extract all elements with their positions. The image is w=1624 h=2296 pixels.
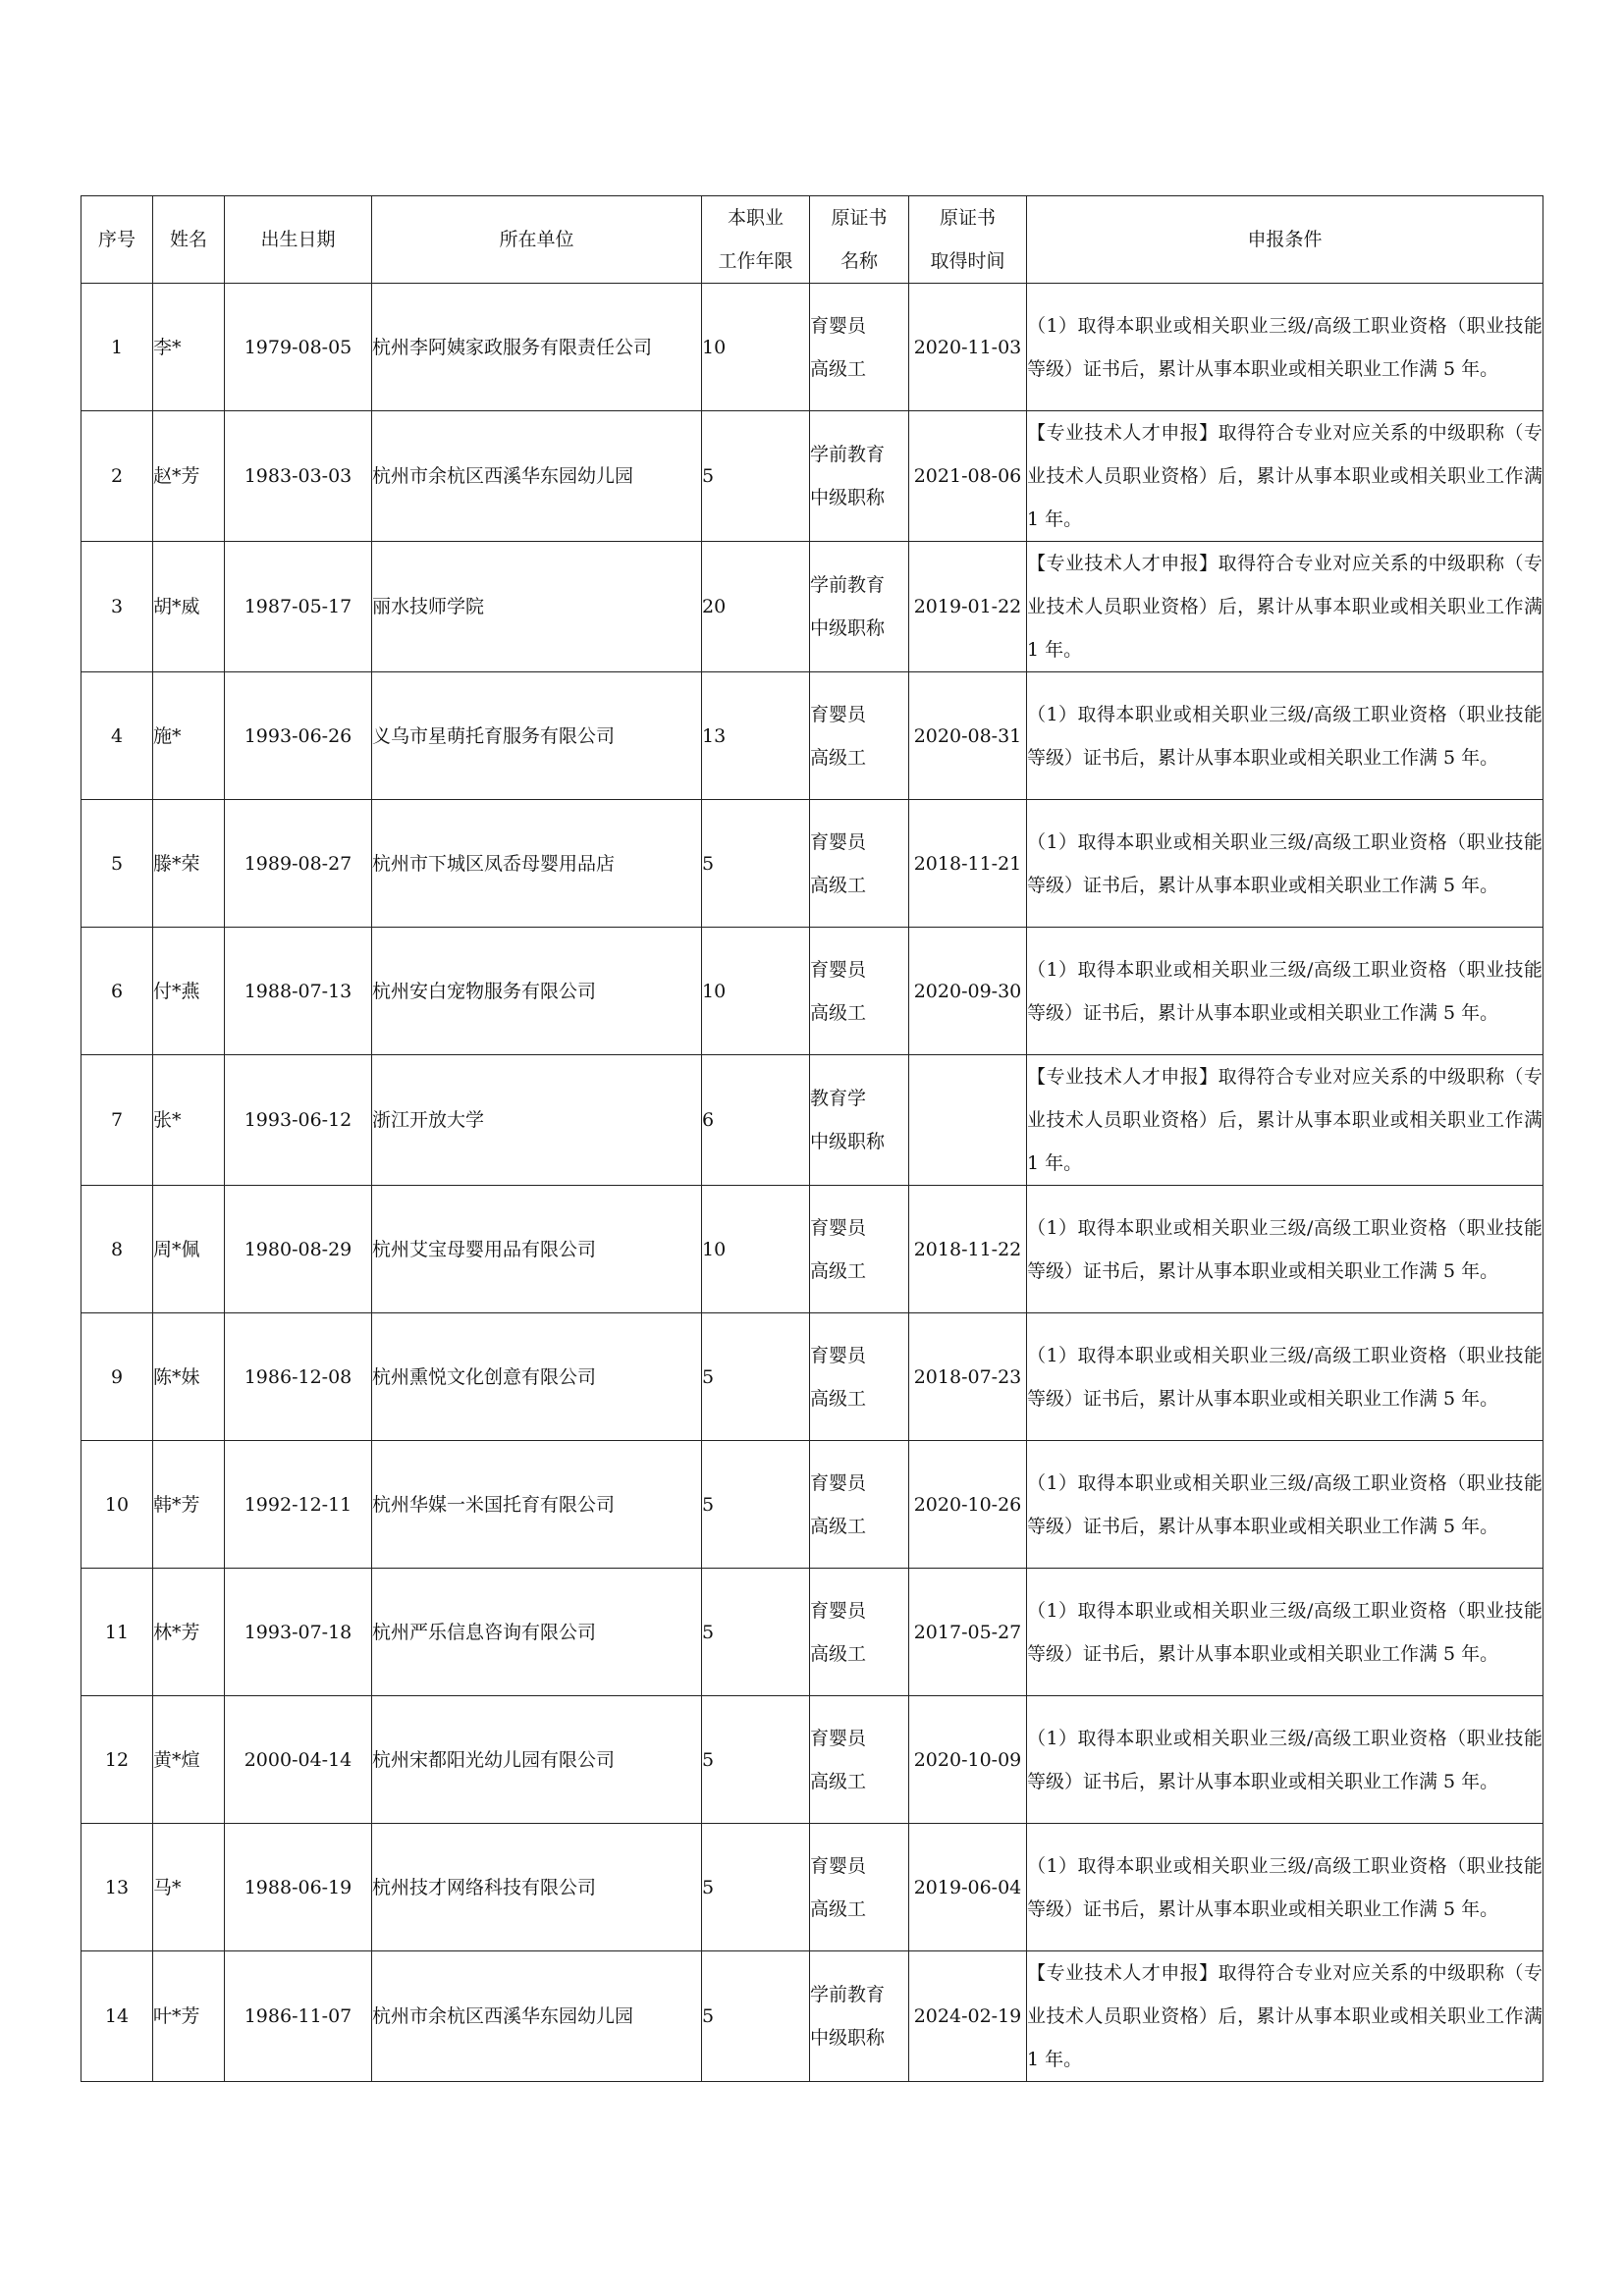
cell-cert-name-line1: 育婴员 bbox=[810, 830, 867, 853]
cell-employer: 杭州艾宝母婴用品有限公司 bbox=[372, 1186, 702, 1313]
cell-cert-name-line1: 学前教育 bbox=[810, 574, 886, 596]
cell-work-years: 6 bbox=[702, 1055, 810, 1186]
header-employer: 所在单位 bbox=[372, 196, 702, 284]
cell-cert-date: 2019-06-04 bbox=[909, 1824, 1027, 1951]
cell-cert-name bbox=[810, 542, 909, 672]
cell-cert-date: 2020-11-03 bbox=[909, 284, 1027, 411]
cell-cert-name bbox=[810, 1313, 909, 1441]
cell-name: 滕*荣 bbox=[153, 800, 225, 928]
cell-employer: 杭州熏悦文化创意有限公司 bbox=[372, 1313, 702, 1441]
cell-cert-name-line2: 高级工 bbox=[810, 874, 867, 896]
table-row bbox=[81, 542, 1543, 672]
cell-employer: 义乌市星萌托育服务有限公司 bbox=[372, 672, 702, 800]
header-name: 姓名 bbox=[153, 196, 225, 284]
cell-cert-name bbox=[810, 672, 909, 800]
cell-employer: 杭州安白宠物服务有限公司 bbox=[372, 928, 702, 1055]
header-cert-date-line2: 取得时间 bbox=[930, 250, 1005, 272]
cell-name: 赵*芳 bbox=[153, 411, 225, 542]
cell-employer: 杭州市余杭区西溪华东园幼儿园 bbox=[372, 411, 702, 542]
cell-work-years: 5 bbox=[702, 1824, 810, 1951]
cell-work-years: 13 bbox=[702, 672, 810, 800]
cell-index: 4 bbox=[81, 672, 153, 800]
cell-cert-name bbox=[810, 411, 909, 542]
cell-cert-name bbox=[810, 284, 909, 411]
cell-work-years: 5 bbox=[702, 800, 810, 928]
cell-work-years: 5 bbox=[702, 411, 810, 542]
cell-cert-name-line1: 学前教育 bbox=[810, 444, 886, 465]
cell-condition: （1）取得本职业或相关职业三级/高级工职业资格（职业技能等级）证书后，累计从事本职业或相关职业工作满 5 年。 bbox=[1027, 800, 1543, 928]
header-cert-name-line1: 原证书 bbox=[831, 207, 888, 229]
cell-work-years: 5 bbox=[702, 1569, 810, 1696]
header-work-years-line2: 工作年限 bbox=[718, 250, 793, 272]
table-row bbox=[81, 1569, 1543, 1696]
cell-index: 11 bbox=[81, 1569, 153, 1696]
cell-cert-name bbox=[810, 800, 909, 928]
cell-employer: 杭州严乐信息咨询有限公司 bbox=[372, 1569, 702, 1696]
cell-birth-date: 1986-12-08 bbox=[225, 1313, 372, 1441]
cell-condition: 【专业技术人才申报】取得符合专业对应关系的中级职称（专业技术人员职业资格）后，累计从事本职业或相关职业工作满 1 年。 bbox=[1027, 542, 1543, 672]
cell-cert-name-line1: 学前教育 bbox=[810, 1984, 886, 2005]
cell-birth-date: 1987-05-17 bbox=[225, 542, 372, 672]
cell-work-years: 5 bbox=[702, 1313, 810, 1441]
cell-name: 叶*芳 bbox=[153, 1951, 225, 2082]
cell-work-years: 5 bbox=[702, 1441, 810, 1569]
cell-cert-name-line2: 高级工 bbox=[810, 1770, 867, 1792]
cell-index: 8 bbox=[81, 1186, 153, 1313]
header-index: 序号 bbox=[81, 196, 153, 284]
cell-index: 13 bbox=[81, 1824, 153, 1951]
cell-index: 6 bbox=[81, 928, 153, 1055]
cell-cert-date bbox=[909, 1055, 1027, 1186]
header-work-years-line1: 本职业 bbox=[727, 207, 784, 229]
cell-cert-name-line2: 高级工 bbox=[810, 1387, 867, 1410]
cell-cert-name bbox=[810, 1951, 909, 2082]
cell-cert-name-line2: 高级工 bbox=[810, 1515, 867, 1537]
cell-index: 5 bbox=[81, 800, 153, 928]
header-cert-name bbox=[810, 196, 909, 284]
cell-birth-date: 1980-08-29 bbox=[225, 1186, 372, 1313]
cell-cert-name bbox=[810, 1055, 909, 1186]
cell-condition: 【专业技术人才申报】取得符合专业对应关系的中级职称（专业技术人员职业资格）后，累计从事本职业或相关职业工作满 1 年。 bbox=[1027, 1055, 1543, 1186]
cell-cert-name-line2: 中级职称 bbox=[810, 617, 886, 639]
cell-cert-name-line2: 高级工 bbox=[810, 1259, 867, 1282]
cell-cert-date: 2020-10-26 bbox=[909, 1441, 1027, 1569]
cell-birth-date: 1993-06-26 bbox=[225, 672, 372, 800]
cell-name: 林*芳 bbox=[153, 1569, 225, 1696]
cell-cert-date: 2020-09-30 bbox=[909, 928, 1027, 1055]
cell-cert-name bbox=[810, 1441, 909, 1569]
cell-birth-date: 1988-06-19 bbox=[225, 1824, 372, 1951]
cell-employer: 杭州技才网络科技有限公司 bbox=[372, 1824, 702, 1951]
cell-cert-name bbox=[810, 1186, 909, 1313]
cell-index: 12 bbox=[81, 1696, 153, 1824]
cell-cert-name-line1: 育婴员 bbox=[810, 1599, 867, 1622]
cell-work-years: 10 bbox=[702, 1186, 810, 1313]
cell-employer: 杭州市余杭区西溪华东园幼儿园 bbox=[372, 1951, 702, 2082]
cell-name: 韩*芳 bbox=[153, 1441, 225, 1569]
applicant-table bbox=[81, 195, 1543, 2082]
cell-cert-name-line2: 高级工 bbox=[810, 1642, 867, 1665]
cell-employer: 丽水技师学院 bbox=[372, 542, 702, 672]
cell-cert-name-line2: 高级工 bbox=[810, 357, 867, 380]
cell-cert-name-line1: 育婴员 bbox=[810, 1854, 867, 1877]
cell-work-years: 5 bbox=[702, 1696, 810, 1824]
cell-index: 9 bbox=[81, 1313, 153, 1441]
table-header-row bbox=[81, 196, 1543, 284]
cell-condition: （1）取得本职业或相关职业三级/高级工职业资格（职业技能等级）证书后，累计从事本职业或相关职业工作满 5 年。 bbox=[1027, 672, 1543, 800]
cell-birth-date: 1979-08-05 bbox=[225, 284, 372, 411]
cell-employer: 杭州华媒一米国托育有限公司 bbox=[372, 1441, 702, 1569]
cell-employer: 杭州李阿姨家政服务有限责任公司 bbox=[372, 284, 702, 411]
cell-name: 付*燕 bbox=[153, 928, 225, 1055]
cell-employer: 杭州市下城区凤岙母婴用品店 bbox=[372, 800, 702, 928]
cell-cert-date: 2018-07-23 bbox=[909, 1313, 1027, 1441]
cell-cert-name bbox=[810, 928, 909, 1055]
cell-condition: 【专业技术人才申报】取得符合专业对应关系的中级职称（专业技术人员职业资格）后，累计从事本职业或相关职业工作满 1 年。 bbox=[1027, 1951, 1543, 2082]
cell-work-years: 10 bbox=[702, 928, 810, 1055]
cell-cert-name-line2: 中级职称 bbox=[810, 487, 886, 508]
cell-cert-name-line1: 育婴员 bbox=[810, 1344, 867, 1366]
cell-condition: （1）取得本职业或相关职业三级/高级工职业资格（职业技能等级）证书后，累计从事本职业或相关职业工作满 5 年。 bbox=[1027, 928, 1543, 1055]
cell-birth-date: 1988-07-13 bbox=[225, 928, 372, 1055]
cell-cert-name-line2: 高级工 bbox=[810, 1897, 867, 1920]
header-birth-date: 出生日期 bbox=[225, 196, 372, 284]
table-row bbox=[81, 1951, 1543, 2082]
table-row bbox=[81, 411, 1543, 542]
header-cert-date bbox=[909, 196, 1027, 284]
cell-name: 李* bbox=[153, 284, 225, 411]
cell-cert-name-line1: 育婴员 bbox=[810, 703, 867, 725]
cell-birth-date: 1986-11-07 bbox=[225, 1951, 372, 2082]
cell-name: 黄*煊 bbox=[153, 1696, 225, 1824]
cell-name: 施* bbox=[153, 672, 225, 800]
cell-name: 张* bbox=[153, 1055, 225, 1186]
cell-cert-name-line1: 育婴员 bbox=[810, 1216, 867, 1239]
cell-birth-date: 1992-12-11 bbox=[225, 1441, 372, 1569]
cell-cert-name-line2: 中级职称 bbox=[810, 1131, 886, 1152]
cell-condition: （1）取得本职业或相关职业三级/高级工职业资格（职业技能等级）证书后，累计从事本职业或相关职业工作满 5 年。 bbox=[1027, 284, 1543, 411]
header-work-years bbox=[702, 196, 810, 284]
cell-cert-date: 2018-11-22 bbox=[909, 1186, 1027, 1313]
cell-cert-name bbox=[810, 1696, 909, 1824]
cell-condition: （1）取得本职业或相关职业三级/高级工职业资格（职业技能等级）证书后，累计从事本职业或相关职业工作满 5 年。 bbox=[1027, 1186, 1543, 1313]
cell-index: 7 bbox=[81, 1055, 153, 1186]
cell-cert-name-line1: 育婴员 bbox=[810, 314, 867, 337]
cell-cert-date: 2021-08-06 bbox=[909, 411, 1027, 542]
header-cert-name-line2: 名称 bbox=[839, 250, 878, 272]
table-body bbox=[81, 284, 1543, 2082]
cell-cert-date: 2019-01-22 bbox=[909, 542, 1027, 672]
cell-cert-name-line1: 育婴员 bbox=[810, 1727, 867, 1749]
cell-birth-date: 1989-08-27 bbox=[225, 800, 372, 928]
cell-cert-name-line1: 育婴员 bbox=[810, 958, 867, 981]
cell-cert-name-line2: 高级工 bbox=[810, 746, 867, 769]
cell-condition: 【专业技术人才申报】取得符合专业对应关系的中级职称（专业技术人员职业资格）后，累计从事本职业或相关职业工作满 1 年。 bbox=[1027, 411, 1543, 542]
cell-cert-name-line2: 中级职称 bbox=[810, 2027, 886, 2049]
table-row bbox=[81, 1696, 1543, 1824]
cell-cert-date: 2017-05-27 bbox=[909, 1569, 1027, 1696]
cell-cert-date: 2020-10-09 bbox=[909, 1696, 1027, 1824]
cell-cert-name bbox=[810, 1824, 909, 1951]
table-row bbox=[81, 1441, 1543, 1569]
cell-condition: （1）取得本职业或相关职业三级/高级工职业资格（职业技能等级）证书后，累计从事本职业或相关职业工作满 5 年。 bbox=[1027, 1824, 1543, 1951]
table-row bbox=[81, 284, 1543, 411]
cell-condition: （1）取得本职业或相关职业三级/高级工职业资格（职业技能等级）证书后，累计从事本职业或相关职业工作满 5 年。 bbox=[1027, 1569, 1543, 1696]
table-row bbox=[81, 1824, 1543, 1951]
cell-index: 1 bbox=[81, 284, 153, 411]
cell-name: 胡*威 bbox=[153, 542, 225, 672]
cell-index: 10 bbox=[81, 1441, 153, 1569]
cell-birth-date: 1993-06-12 bbox=[225, 1055, 372, 1186]
table-row bbox=[81, 672, 1543, 800]
header-condition: 申报条件 bbox=[1027, 196, 1543, 284]
table-row bbox=[81, 800, 1543, 928]
table-row bbox=[81, 1055, 1543, 1186]
cell-cert-name bbox=[810, 1569, 909, 1696]
cell-condition: （1）取得本职业或相关职业三级/高级工职业资格（职业技能等级）证书后，累计从事本职业或相关职业工作满 5 年。 bbox=[1027, 1313, 1543, 1441]
cell-employer: 杭州宋都阳光幼儿园有限公司 bbox=[372, 1696, 702, 1824]
cell-birth-date: 1993-07-18 bbox=[225, 1569, 372, 1696]
cell-work-years: 10 bbox=[702, 284, 810, 411]
table-row bbox=[81, 1313, 1543, 1441]
cell-cert-name-line2: 高级工 bbox=[810, 1001, 867, 1024]
cell-name: 陈*妹 bbox=[153, 1313, 225, 1441]
cell-cert-date: 2024-02-19 bbox=[909, 1951, 1027, 2082]
cell-name: 周*佩 bbox=[153, 1186, 225, 1313]
cell-index: 14 bbox=[81, 1951, 153, 2082]
cell-work-years: 5 bbox=[702, 1951, 810, 2082]
cell-condition: （1）取得本职业或相关职业三级/高级工职业资格（职业技能等级）证书后，累计从事本职业或相关职业工作满 5 年。 bbox=[1027, 1441, 1543, 1569]
cell-employer: 浙江开放大学 bbox=[372, 1055, 702, 1186]
table-row bbox=[81, 1186, 1543, 1313]
cell-name: 马* bbox=[153, 1824, 225, 1951]
cell-index: 3 bbox=[81, 542, 153, 672]
cell-birth-date: 2000-04-14 bbox=[225, 1696, 372, 1824]
cell-cert-date: 2018-11-21 bbox=[909, 800, 1027, 928]
cell-cert-name-line1: 育婴员 bbox=[810, 1471, 867, 1494]
cell-index: 2 bbox=[81, 411, 153, 542]
cell-cert-name-line1: 教育学 bbox=[810, 1088, 867, 1109]
table-row bbox=[81, 928, 1543, 1055]
cell-birth-date: 1983-03-03 bbox=[225, 411, 372, 542]
cell-condition: （1）取得本职业或相关职业三级/高级工职业资格（职业技能等级）证书后，累计从事本职业或相关职业工作满 5 年。 bbox=[1027, 1696, 1543, 1824]
cell-cert-date: 2020-08-31 bbox=[909, 672, 1027, 800]
cell-work-years: 20 bbox=[702, 542, 810, 672]
header-cert-date-line1: 原证书 bbox=[939, 207, 996, 229]
